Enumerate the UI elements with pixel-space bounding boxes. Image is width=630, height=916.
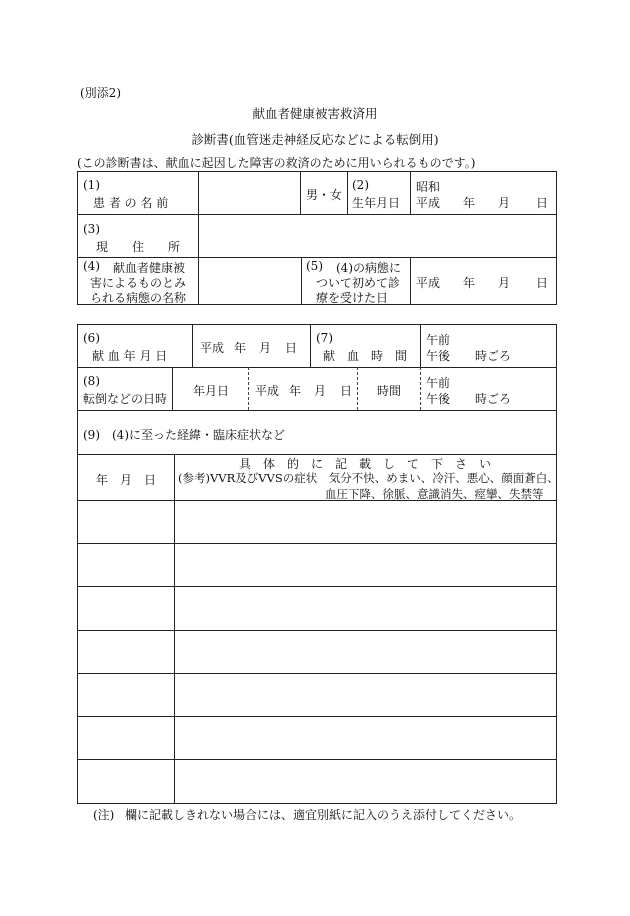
era-heisei[interactable]: 平成 <box>416 196 441 210</box>
fall-time-label: 時間 <box>377 384 402 398</box>
dob-label: 生年月日 <box>352 196 401 210</box>
column-detail-title: 具 体 的 に 記 載 し て 下 さ い <box>239 457 492 471</box>
entry-detail-cell[interactable] <box>175 587 556 630</box>
fall-era[interactable]: 平成 <box>255 384 280 398</box>
attachment-label: (別添2) <box>80 86 121 100</box>
donation-am[interactable]: 午前 <box>426 333 451 347</box>
entry-date-cell[interactable] <box>78 717 174 759</box>
donation-day-unit: 日 <box>285 341 298 355</box>
purpose-note: (この診断書は、献血に起因した障害の救済のために用いられるものです。) <box>77 156 476 170</box>
fall-number: (8) <box>83 374 100 388</box>
donation-pm[interactable]: 午後 <box>426 349 451 363</box>
first-exam-day-unit: 日 <box>536 276 549 290</box>
donation-date-label: 献 血 年 月 日 <box>92 349 168 363</box>
address-field[interactable] <box>199 215 556 257</box>
dob-day-unit: 日 <box>536 196 549 210</box>
donation-time-approx: 時ごろ <box>475 349 512 363</box>
entry-date-cell[interactable] <box>78 631 174 673</box>
disease-name-field[interactable] <box>199 258 300 304</box>
course-label: (9) (4)に至った経緯・臨床症状など <box>83 428 285 442</box>
patient-name-label: 患 者 の 名 前 <box>93 196 169 210</box>
entry-detail-cell[interactable] <box>175 501 556 543</box>
disease-label-line3: られる病態の名称 <box>90 291 187 305</box>
footer-note-label: (注) <box>93 808 115 822</box>
fall-time-approx: 時ごろ <box>475 392 512 406</box>
era-showa[interactable]: 昭和 <box>416 180 441 194</box>
column-detail-reference-line2: 血圧下降、徐脈、意識消失、痙攣、失禁等 <box>325 487 544 501</box>
first-exam-month-unit: 月 <box>498 276 511 290</box>
disease-number: (4) <box>83 259 100 273</box>
entry-date-cell[interactable] <box>78 544 174 586</box>
first-exam-label-line1: (4)の病態に <box>336 261 401 275</box>
entry-date-cell[interactable] <box>78 674 174 716</box>
patient-name-field[interactable] <box>199 172 299 214</box>
first-exam-label-line2: ついて初めて診 <box>316 276 401 290</box>
entry-detail-cell[interactable] <box>175 760 556 803</box>
first-exam-era[interactable]: 平成 <box>416 276 441 290</box>
disease-label-line2: 害によるものとみ <box>90 276 187 290</box>
dob-year-unit: 年 <box>463 196 476 210</box>
dob-month-unit: 月 <box>498 196 511 210</box>
donation-year-unit: 年 <box>234 341 247 355</box>
entry-detail-cell[interactable] <box>175 717 556 759</box>
donation-time-number: (7) <box>316 331 333 345</box>
entry-date-cell[interactable] <box>78 587 174 630</box>
fall-year-unit: 年 <box>289 384 302 398</box>
address-label: 現 住 所 <box>96 240 181 254</box>
disease-label-line1: 献血者健康被 <box>113 261 186 275</box>
entry-date-cell[interactable] <box>78 760 174 803</box>
entry-detail-cell[interactable] <box>175 674 556 716</box>
fall-am[interactable]: 午前 <box>426 376 451 390</box>
fall-day-unit: 日 <box>340 384 353 398</box>
entry-date-cell[interactable] <box>78 501 174 543</box>
donation-time-label: 献 血 時 間 <box>323 349 408 363</box>
fall-pm[interactable]: 午後 <box>426 392 451 406</box>
entry-detail-cell[interactable] <box>175 631 556 673</box>
first-exam-year-unit: 年 <box>463 276 476 290</box>
column-detail-reference-line1: (参考)VVR及びVVSの症状 気分不快、めまい、冷汗、悪心、顔面蒼白、 <box>178 471 559 485</box>
fall-date-label: 年月日 <box>193 384 230 398</box>
first-exam-number: (5) <box>306 259 323 273</box>
first-exam-label-line3: 療を受けた日 <box>316 291 389 305</box>
column-date-header: 年 月 日 <box>96 473 157 487</box>
sex-selection[interactable]: 男・女 <box>306 188 343 202</box>
address-number: (3) <box>83 222 100 236</box>
fall-month-unit: 月 <box>314 384 327 398</box>
patient-name-number: (1) <box>83 178 100 192</box>
footer-note-text: 欄に記載しきれない場合には、適宜別紙に記入のうえ添付してください。 <box>125 808 522 822</box>
fall-label: 転倒などの日時 <box>83 392 168 406</box>
form-title: 献血者健康被害救済用 <box>252 106 378 121</box>
entry-detail-cell[interactable] <box>175 544 556 586</box>
donation-era[interactable]: 平成 <box>200 341 225 355</box>
donation-month-unit: 月 <box>259 341 272 355</box>
form-subtitle: 診断書(血管迷走神経反応などによる転倒用) <box>191 132 439 147</box>
donation-date-number: (6) <box>83 331 100 345</box>
dob-number: (2) <box>352 178 369 192</box>
